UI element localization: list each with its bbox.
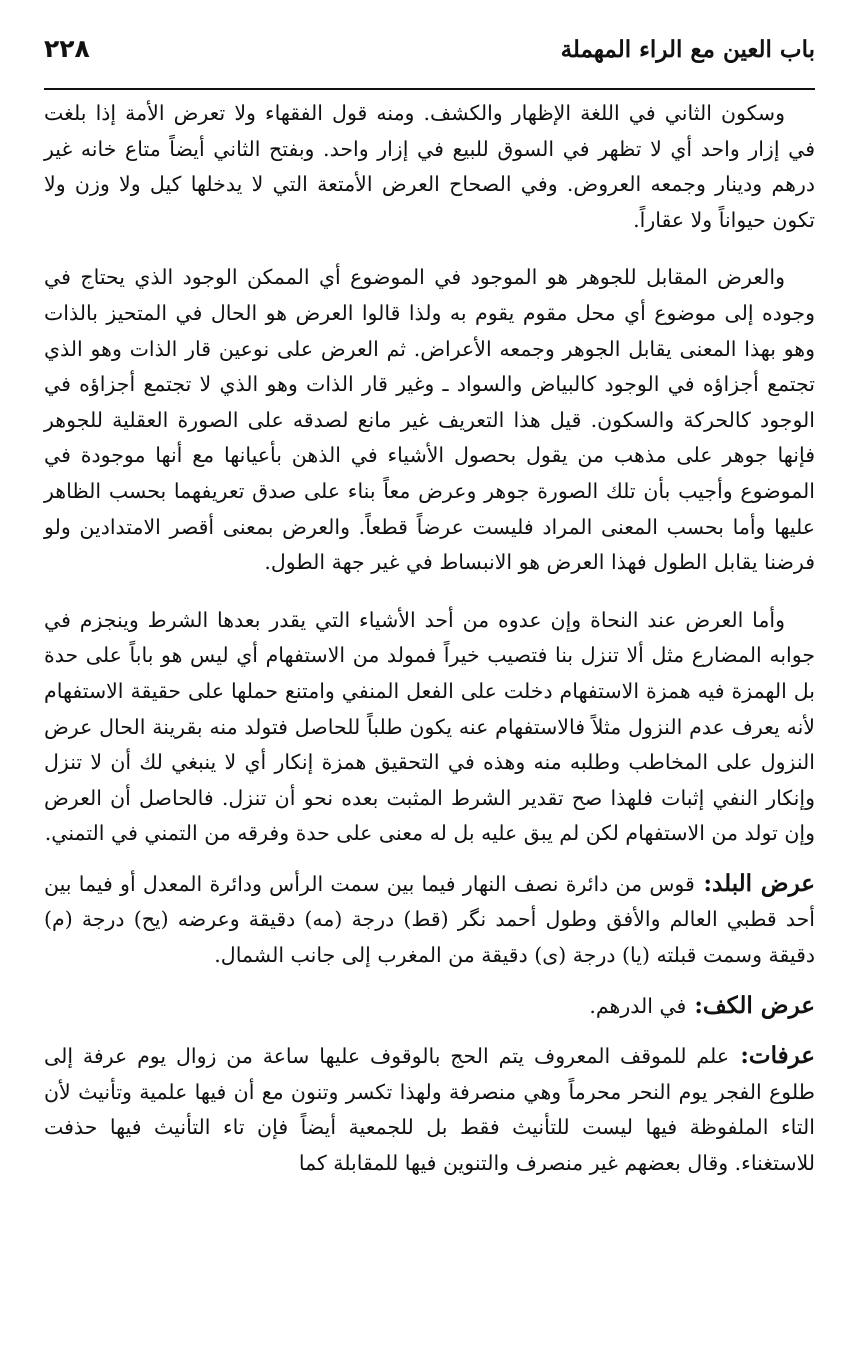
headword-colon: : <box>694 869 713 897</box>
paragraph-1: وسكون الثاني في اللغة الإظهار والكشف. ومنه قول الفقهاء ولا تعرض الأمة إذا بلغت في إزار واحد أي لا تظهر في السوق للبيع في إزار واحد. وبفتح الثاني أيضاً متاع خانه غير درهم ودينار وجمعه العروض. وفي الصحاح العرض الأمتعة التي لا يدخلها كيل ولا وزن ولا تكون حيواناً ولا عقاراً. <box>44 101 815 232</box>
entry-text: قوس من دائرة نصف النهار فيما بين سمت الرأس ودائرة المعدل أو فيما بين أحد قطبي العالم والأفق وطول أحمد نگر (قط) درجة (مه) دقيقة وعرضه (يح) درجة (م) دقيقة وسمت قبلته (يا) درجة (ى) دقيقة من المغرب إلى جانب الشمال. <box>44 871 815 968</box>
entry-arafat <box>44 1038 815 1181</box>
entry-headword: عرض الكف <box>702 991 815 1019</box>
entry-ard-al-kaff <box>44 988 815 1025</box>
paragraph-3: وأما العرض عند النحاة وإن عدوه من أحد الأشياء التي يقدر بعدها الشرط وينجزم في جوابه المضارع مثل ألا تنزل بنا فتصيب خيراً فمولد من الاستفهام أي ليس هو باباً على حدة بل الهمزة فيه همزة الاستفهام دخلت على الفعل المنفي وامتنع حملها على حقيقة الاستفهام لأنه يعرف عدم النزول مثلاً فالاستفهام عنه يكون طلباً للحاصل فتولد منه بقرينة الحال عرض النزول على المخاطب وطلبه منه وهذه في التحقيق همزة إنكار أي لا ينبغي لك أن لا تنزل وإنكار النفي إثبات فلهذا صح تقدير الشرط المثبت بعده نحو أن تنزل. فالحاصل أن العرض وإن تولد من الاستفهام لكن لم يبق عليه بل له معنى على حدة وفرقه من التمني في التمني. <box>44 607 815 846</box>
entry-headword: عرض البلد <box>712 869 815 897</box>
page-number: ٢٢٨ <box>44 34 90 63</box>
entry-headword: عرفات <box>748 1042 815 1070</box>
paragraph-2: والعرض المقابل للجوهر هو الموجود في الموضوع أي الممكن الوجود الذي يحتاج في وجوده إلى موضوع أي محل مقوم يقوم به ولذا قالوا العرض هو الحال في المتحيز بالذات وهو بهذا المعنى يقابل الجوهر وجمعه الأعراض. ثم العرض على نوعين قار الذات وهو الذي تجتمع أجزاؤه في الوجود كالبياض والسواد ـ وغير قار الذات وهو الذي لا تجتمع أجزاؤه في الوجود كالحركة والسكون. قيل هذا التعريف غير مانع لصدقه على الصورة العقلية للجوهر فإنها جوهر على مذهب من يقول بحصول الأشياء في الذهن بأعيانها مع أنها موجودة في الموضوع وأجيب بأن تلك الصورة جوهر وعرض معاً بناء على صدق تعريفهما بحسب الظاهر عليها وأما بحسب المعنى المراد فليست عرضاً قطعاً. والعرض بمعنى أقصر الامتدادين ولو فرضنا يقابل الطول فهذا العرض هو الانبساط في غير جهة الطول. <box>44 265 815 575</box>
entry-text: في الدرهم. <box>589 993 687 1018</box>
chapter-title: باب العين مع الراء المهملة <box>560 36 815 63</box>
page-header <box>44 28 815 90</box>
entry-text: علم للموقف المعروف يتم الحج بالوقوف عليها ساعة من زوال يوم عرفة إلى طلوع الفجر يوم النحر محرماً وهي منصرفة ولهذا تكسر وتنون مع أن فيها علمية وتأنيث لأن التاء الملفوظة فيها ليست للتأنيث فقط بل للجمعية أيضاً فإن تاء التأنيث فيها حذفت للاستغناء. وقال بعضهم غير منصرف والتنوين فيها للمقابلة كما <box>44 1044 815 1176</box>
headword-colon: : <box>729 1042 749 1070</box>
headword-colon: : <box>686 991 703 1019</box>
page-body <box>44 96 815 1182</box>
entry-ard-al-balad <box>44 866 815 974</box>
